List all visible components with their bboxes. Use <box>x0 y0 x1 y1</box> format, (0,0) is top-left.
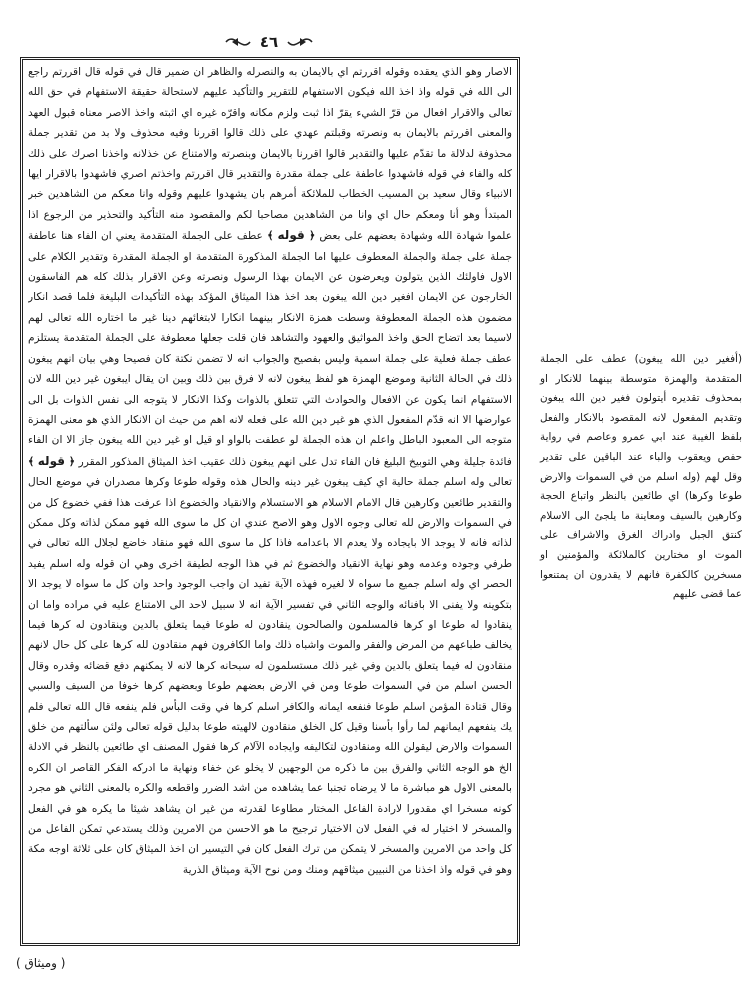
commentary-body <box>28 62 512 880</box>
commentary-paragraph-3: تعالى وله اسلم جملة حالية اي كيف يبغون غير دينه والحال هذه وقوله طوعا وكرها مصدران في موضع الحال والتقدير طائعين وكارهين قال الامام الاسلام هو الاستسلام والانقياد والخضوع اذا عرفت هذا ففي خضوع كل من في السموات والارض لله تعالى وجوه الاول وهو الاصح عندي ان كل ما سوى الله فهو ممكن لذاته وكل ممكن لذاته فانه لا يوجد الا بايجاده ولا يعدم الا باعدامه فاذا كل ما سوى الله فهو منقاد خاضع لجلال الله تعالى في طرفي وجوده وعدمه وهو نهاية الانقياد والخضوع ثم في هذا الوجه لطيفة اخرى وهي ان قوله وله اسلم يفيد الحصر اي وله اسلم جميع ما سواه لا لغيره فهذه الآية تفيد ان واجب الوجود واحد وان كل ما سواه لا يوجد الا بتكوينه ولا يفنى الا بافنائه والوجه الثاني في تفسير الآية انه لا سبيل لاحد الى الامتناع عليه في مراده واما ان ينقادوا له طوعا او كرها فالمسلمون والصالحون ينقادون له طوعا فيما يتعلق بالدين وينقادون له كرها فيما يخالف طباعهم من المرض والفقر والموت واشباه ذلك واما الكافرون فهم منقادون لله كرها على كل حال لانهم منقادون له فيما يتعلق بالدين وفي غير ذلك مستسلمون له سبحانه كرها لانه لا يمكنهم دفع قضائه وقدره وقال الحسن اسلم من في السموات طوعا ومن في الارض بعضهم طوعا وبعضهم كرها خوفا من السيف والسبي وقال قتادة المؤمن اسلم طوعا فنفعه ايمانه والكافر اسلم كرها في وقت البأس فلم ينفعه قال الله تعالى فلم يك ينفعهم ايمانهم لما رأوا بأسنا وقيل كل الخلق منقادون لالهيته طوعا بدليل قوله تعالى ولئن سألتهم من خلق السموات والارض ليقولن الله ومنقادون لتكاليفه وايجاده الآلام كرها فقول المصنف اي طائعين بالنظر في الادلة الخ هو الوجه الثاني والفرق بين ما ذكره من الوجهين لا يخلو عن خفاء ونهاية ما ادركه الفكر القاصر ان الكره بالمعنى الاول هو مباشرة ما لا يرضاه تجنبا عما يشاهده من اشد الضرر واقطعه والكره بالمعنى الثاني هو مجرد كونه مسخرا اي مقدورا لارادة الفاعل المختار مطاوعا لقدرته من غير ان يشاهد شيئا ما يكره هو في الفعل والمسخر لا اختيار له في الفعل لان الاختيار ترجيح ما هو الاحسن من الامرين وذلك يستدعي تمكن الفاعل من كل واحد من الامرين والمسخر لا يتمكن من ترك الفعل كان في التيسير ان اخذ الميثاق كان على ثلاثة اوجه مكة وهو في قوله واذ اخذنا من النبيين ميثاقهم ومنك ومن نوح الآية وميثاق الذرية <box>28 476 512 876</box>
commentary-paragraph-1: الاصار وهو الذي يعقده وقوله اقررتم اي بالايمان به والنصرله والظاهر ان ضمير قال في قوله قال اقررتم راجع الى الله في قوله واذ اخذ الله فيكون الاستفهام للتقرير والتأكيد عليهم لاستحالة حقيقة الاستفهام في حق الله تعالى والاقرار افعال من قرّ الشيء يقرّ اذا ثبت ولزم مكانه واقرّه غيره اي اثبته واخذ الاصر معناه قبول العهد والمعنى اقررتم بالايمان به ونصرته وقبلتم عهدي على ذلك قالوا اقررنا وفيه محذوف ولا بد من تقدير جملة محذوفة لدلالة ما تقدّم عليها والتقدير قالوا اقررنا بالايمان وبنصرته والامتناع عن خذلانه واخذنا اصرك على ذلك كله والفاء في قوله فاشهدوا عاطفة على جملة مقدرة والتقدير قال اقررتم واخذتم اصري فاشهدوا بالاقرار ايها الانبياء وقال سعيد بن المسيب الخطاب للملائكة أمرهم بان يشهدوا عليهم وقوله وانا معكم من الشاهدين خبر المبتدأ وهو أنا ومعكم حال اي وانا من الشاهدين مصاحبا لكم والمقصود منه التأكيد والتحذير من الرجوع اذا علموا شهادة الله وشهادة بعضهم على بعض <box>28 66 512 243</box>
left-ornament-icon: ﴿ <box>64 455 76 468</box>
margin-tafsir-text: (أفغير دين الله يبغون) عطف على الجملة المتقدمة والهمزة متوسطة بينهما للانكار او بمحذوف تقديره أيتولون فغير دين الله يبغون وتقديم المفعول لانه المقصود بالانكار والفعل بلفظ الغيبة عند ابي عمرو وعاصم في رواية حفص ويعقوب والباء عند الباقين على تقدير وقل لهم (وله اسلم من في السموات والارض طوعا وكرها) اي طائعين بالنظر واتباع الحجة وكارهين بالسيف ومعاينة ما يلجئ الى الاسلام كنتق الجبل وادراك الغرق والاشراف على الموت او مختارين كالملائكة والمؤمنين او مسخرين كالكفرة فانهم لا يقدرون ان يمتنعوا عما قضى عليهم <box>540 353 742 601</box>
commentary-paragraph-2: عطف على الجملة المتقدمة يعني ان الفاء هنا عاطفة جملة على جملة والجملة المعطوف عليها اما الجملة المذكورة المتقدمة او الجملة المقدرة وتقدير الكلام على الاول فاولئك الذين يتولون ويعرضون عن الايمان بهذا الرسول ونصرته وعن الاقرار بذلك كله هم الفاسقون الخارجون عن الايمان افغير دين الله يبغون بعد اخذ هذا الميثاق المؤكد بهذه التأكيدات البليغة فلما قصد انكار مضمون هذه الجملة المعطوفة وسطت همزة الانكار بينهما انكارا لابتغائهم دينا غير ما اختاره الله تعالى لهم لاسيما بعد اتضاح الحق واخذ المواثيق والعهود والتشاهد فان قلت جعلها معطوفة على الجملة المتقدمة يستلزم عطف جملة فعلية على جملة اسمية وليس بفصيح والجواب انه لا تضمن نكتة كان فصيحا وهي بيان انهم يبغون ذلك في الحالة الثانية وموضع الهمزة هو لفظ يبغون لانه لا فرق بين ذلك وبين ان يقال ايبغون غير دين الله لان الاستفهام انما يكون عن الافعال والحوادث التي تتعلق بالذوات وكذا الانكار لا يتوجه الى نفس الذوات بل الى عوارضها الا انه قدّم المفعول الذي هو غير دين الله على فعله لانه اهم من حيث ان الانكار الذي هو معنى الهمزة متوجه الى المعبود الباطل واعلم ان هذه الجملة لو عطفت بالواو او قيل او غير دين الله يبغون جاز الا ان الفاء فائدة جليلة وهي التوبيخ البليغ فان الفاء تدل على انهم يبغون ذلك عقيب اخذ الميثاق المذكور المقرر <box>28 230 512 468</box>
right-ornament-icon: ﴾ <box>262 230 274 243</box>
right-ornament-icon: ﴾ <box>28 455 35 468</box>
page-number-ornament <box>224 30 314 54</box>
main-commentary-text <box>28 62 512 940</box>
catchword: ( وميثاق ) <box>16 956 66 970</box>
page-number: ٤٦ <box>259 33 279 51</box>
keyword-qawluhu-2: قوله <box>37 453 65 468</box>
left-ornament-icon: ﴿ <box>304 230 316 243</box>
keyword-qawluhu-1: قوله <box>277 228 305 243</box>
